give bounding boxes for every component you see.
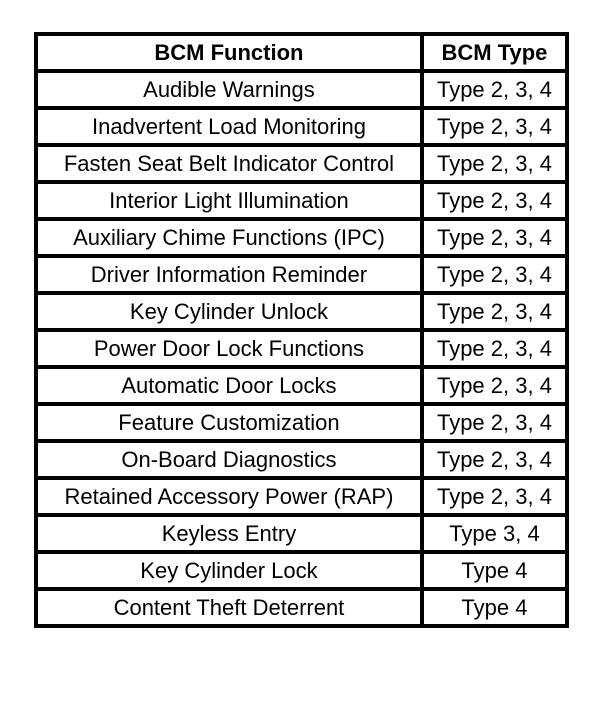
function-cell: Automatic Door Locks [36,367,422,404]
function-cell: Keyless Entry [36,515,422,552]
function-cell: Key Cylinder Lock [36,552,422,589]
function-cell: Feature Customization [36,404,422,441]
table-row [36,182,567,219]
function-cell: Content Theft Deterrent [36,589,422,626]
table-row [36,330,567,367]
table-row [36,367,567,404]
function-cell: Retained Accessory Power (RAP) [36,478,422,515]
table-row [36,256,567,293]
type-cell: Type 2, 3, 4 [422,404,567,441]
table-row [36,145,567,182]
type-cell: Type 2, 3, 4 [422,293,567,330]
type-cell: Type 3, 4 [422,515,567,552]
type-cell: Type 2, 3, 4 [422,330,567,367]
table-row [36,293,567,330]
type-cell: Type 2, 3, 4 [422,145,567,182]
bcm-function-table [34,32,569,628]
table-row [36,589,567,626]
table-row [36,552,567,589]
table-row [36,441,567,478]
type-cell: Type 4 [422,552,567,589]
function-cell: Audible Warnings [36,71,422,108]
table-row [36,219,567,256]
table-row [36,108,567,145]
function-cell: Driver Information Reminder [36,256,422,293]
function-cell: Fasten Seat Belt Indicator Control [36,145,422,182]
function-cell: Power Door Lock Functions [36,330,422,367]
type-cell: Type 2, 3, 4 [422,182,567,219]
type-cell: Type 4 [422,589,567,626]
header-bcm-function: BCM Function [36,34,422,71]
type-cell: Type 2, 3, 4 [422,478,567,515]
function-cell: On-Board Diagnostics [36,441,422,478]
table-row [36,515,567,552]
table-row [36,404,567,441]
function-cell: Key Cylinder Unlock [36,293,422,330]
type-cell: Type 2, 3, 4 [422,71,567,108]
function-cell: Inadvertent Load Monitoring [36,108,422,145]
table-row [36,478,567,515]
type-cell: Type 2, 3, 4 [422,367,567,404]
type-cell: Type 2, 3, 4 [422,108,567,145]
function-cell: Interior Light Illumination [36,182,422,219]
type-cell: Type 2, 3, 4 [422,441,567,478]
function-cell: Auxiliary Chime Functions (IPC) [36,219,422,256]
type-cell: Type 2, 3, 4 [422,219,567,256]
table-row [36,71,567,108]
table-header-row [36,34,567,71]
type-cell: Type 2, 3, 4 [422,256,567,293]
header-bcm-type: BCM Type [422,34,567,71]
